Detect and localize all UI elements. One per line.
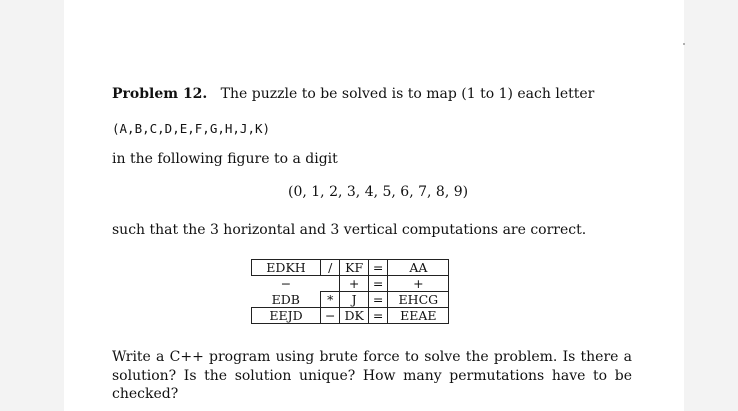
puzzle-cell: EEJD — [252, 308, 321, 324]
puzzle-operator: * — [321, 292, 340, 308]
puzzle-operator: − — [321, 308, 340, 324]
problem-intro: The puzzle to be solved is to map (1 to 1) each letter — [220, 86, 595, 102]
puzzle-cell: EDKH — [252, 260, 321, 276]
problem-line-5: such that the 3 horizontal and 3 vertical computations are correct. — [112, 222, 587, 238]
scan-dot — [683, 43, 685, 45]
puzzle-cell: DK — [340, 308, 368, 324]
problem-label: Problem 12. — [112, 86, 208, 102]
puzzle-row — [252, 276, 449, 292]
puzzle-row — [252, 308, 449, 324]
puzzle-cell: J — [340, 292, 368, 308]
problem-heading-line — [112, 86, 594, 102]
digit-set: (0, 1, 2, 3, 4, 5, 6, 7, 8, 9) — [288, 184, 469, 200]
puzzle-cell: EHCG — [388, 292, 449, 308]
question-paragraph: Write a C++ program using brute force to solve the problem. Is there a solution? Is the solution unique? How many permutations have to be checked? — [112, 349, 632, 402]
puzzle-operator: / — [321, 260, 340, 276]
puzzle-cell: KF — [340, 260, 368, 276]
puzzle-operator — [321, 276, 340, 292]
puzzle-operator: = — [368, 276, 387, 292]
puzzle-grid — [251, 259, 449, 324]
puzzle-cell: EDB — [271, 291, 300, 307]
puzzle-operator: = — [368, 308, 387, 324]
puzzle-operator: − — [280, 276, 292, 292]
puzzle-operator: + — [340, 276, 368, 292]
puzzle-operator: = — [368, 292, 387, 308]
puzzle-cell: EEAE — [388, 308, 449, 324]
puzzle-row — [252, 260, 449, 276]
puzzle-cell: AA — [388, 260, 449, 276]
puzzle-operator: + — [388, 276, 449, 292]
letter-set: (A,B,C,D,E,F,G,H,J,K) — [112, 121, 271, 136]
problem-line-3: in the following figure to a digit — [112, 151, 338, 167]
puzzle-operator: = — [368, 260, 387, 276]
puzzle-row — [252, 292, 449, 308]
